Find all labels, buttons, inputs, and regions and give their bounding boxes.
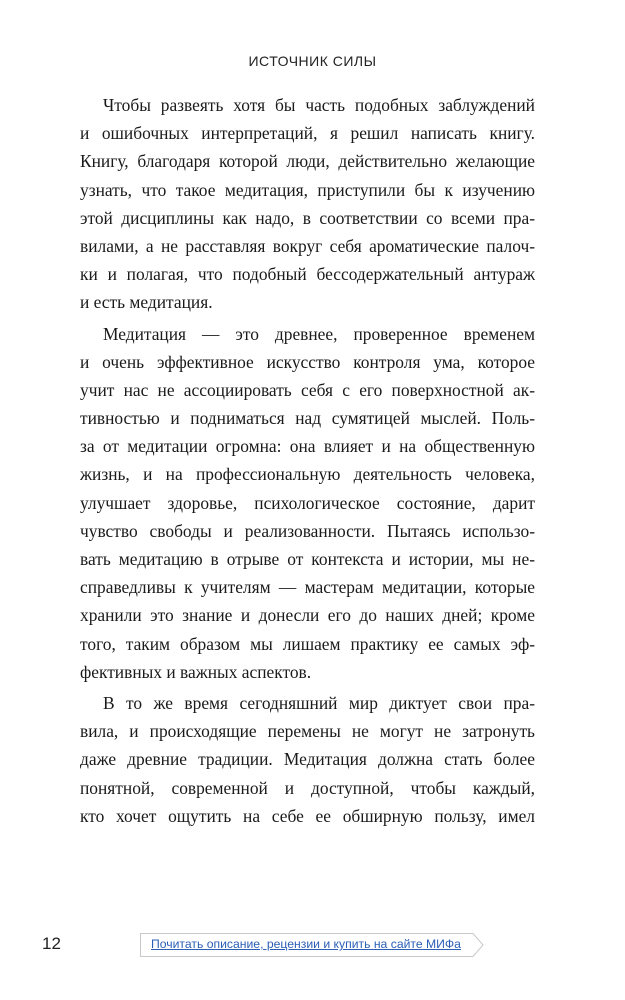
text-line: и очень эффективное искусство контроля ума, которое xyxy=(80,351,535,372)
buy-book-link[interactable] xyxy=(140,933,484,957)
text-line: даже древние традиции. Медитация должна стать более xyxy=(80,749,535,770)
text-line: кто хочет ощутить на себе ее обширную пользу, имел xyxy=(80,805,535,826)
paragraph xyxy=(80,689,535,830)
text-line: и ошибочных интерпретаций, я решил написать книгу. xyxy=(80,123,535,144)
text-line: хранили это знание и донесли его до наших дней; кроме xyxy=(80,605,535,626)
text-line: учит нас не ассоциировать себя с его поверхностной ак- xyxy=(80,379,535,400)
paragraph xyxy=(80,320,535,686)
body-text xyxy=(80,91,535,833)
page-number: 12 xyxy=(42,934,61,953)
text-line: и есть медитация. xyxy=(80,292,213,313)
text-line: вать медитацию в отрыве от контекста и истории, мы не- xyxy=(80,549,535,569)
text-line: узнать, что такое медитация, приступили бы к изучению xyxy=(80,179,535,200)
text-line: вила, и происходящие перемены не могут не затронуть xyxy=(80,721,535,742)
text-line: В то же время сегодняшний мир диктует свои пра- xyxy=(103,692,535,713)
text-line: чувство свободы и реализованности. Пытаясь использо- xyxy=(80,520,535,541)
text-line: Медитация — это древнее, проверенное временем xyxy=(103,323,535,344)
paragraph xyxy=(80,91,535,317)
running-head: ИСТОЧНИК СИЛЫ xyxy=(248,53,377,69)
text-line: жизнь, и на профессиональную деятельность человека, xyxy=(80,464,535,485)
text-line: справедливы к учителям — мастерам медитации, которые xyxy=(80,577,535,598)
text-line: ки и полагая, что подобный бессодержательный антураж xyxy=(80,264,535,285)
text-line: тивностью и подниматься над сумятицей мыслей. Поль- xyxy=(80,408,535,429)
text-line: Книгу, благодаря которой люди, действительно желающие xyxy=(80,151,535,172)
text-line: Чтобы развеять хотя бы часть подобных заблуждений xyxy=(103,95,535,115)
text-line: понятной, современной и доступной, чтобы каждый, xyxy=(80,777,535,798)
buy-book-link-text[interactable]: Почитать описание, рецензии и купить на сайте МИФа xyxy=(151,937,461,951)
text-line: за от медитации огромна: она влияет и на общественную xyxy=(80,436,535,457)
text-line: фективных и важных аспектов. xyxy=(80,661,312,682)
text-line: вилами, а не расставляя вокруг себя ароматические палоч- xyxy=(80,235,535,256)
text-line: этой дисциплины как надо, в соответствии со всеми пра- xyxy=(80,207,535,228)
text-line: того, таким образом мы лишаем практику ее самых эф- xyxy=(80,633,535,654)
text-line: улучшает здоровье, психологическое состояние, дарит xyxy=(80,492,535,513)
